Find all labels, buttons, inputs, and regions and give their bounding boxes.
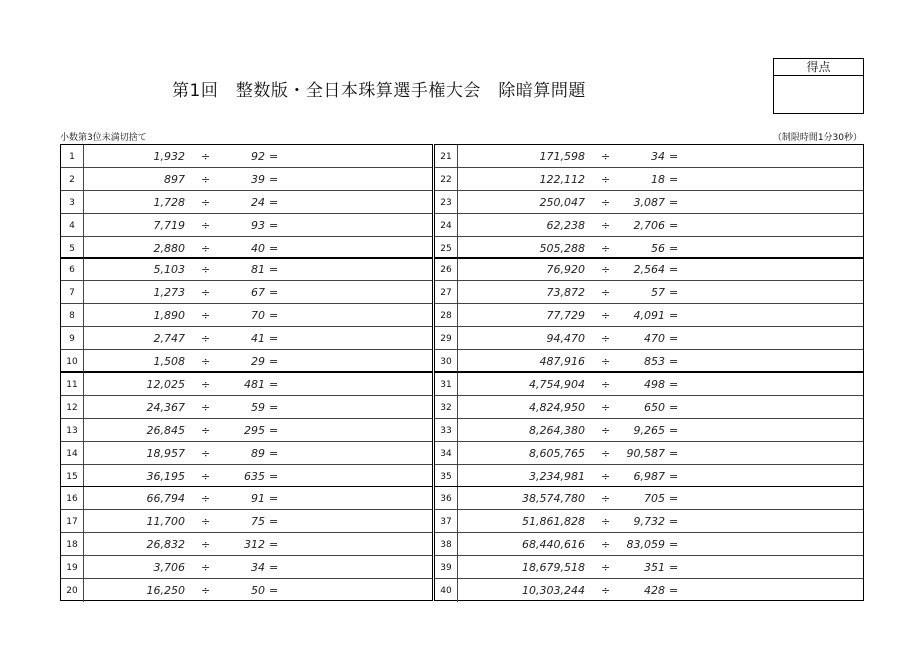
divide-sign: ÷ — [201, 309, 211, 322]
problem-expression — [457, 327, 863, 350]
problem-number: 16 — [61, 487, 84, 510]
equals-sign: = — [269, 196, 279, 209]
problem-row — [61, 303, 432, 327]
problem-expression — [457, 465, 863, 488]
divide-sign: ÷ — [601, 515, 611, 528]
dividend: 1,932 — [153, 150, 185, 163]
problem-number: 36 — [435, 487, 458, 510]
divide-sign: ÷ — [201, 447, 211, 460]
divide-sign: ÷ — [601, 263, 611, 276]
page-title: 第1回 整数版・全日本珠算選手権大会 除暗算問題 — [172, 81, 586, 101]
problem-number: 10 — [61, 350, 84, 373]
equals-sign: = — [269, 424, 279, 437]
divide-sign: ÷ — [201, 401, 211, 414]
dividend: 1,273 — [153, 286, 185, 299]
equals-sign: = — [669, 538, 679, 551]
problem-number: 20 — [61, 579, 84, 602]
dividend: 4,754,904 — [529, 378, 585, 391]
dividend: 38,574,780 — [522, 492, 585, 505]
problem-expression — [83, 191, 432, 214]
equals-sign: = — [269, 332, 279, 345]
dividend: 11,700 — [146, 515, 185, 528]
equals-sign: = — [669, 515, 679, 528]
problem-number: 34 — [435, 442, 458, 465]
equals-sign: = — [669, 196, 679, 209]
divisor: 6,987 — [633, 470, 665, 483]
problem-row — [61, 555, 432, 579]
problem-number: 17 — [61, 510, 84, 533]
problem-number: 35 — [435, 465, 458, 488]
equals-sign: = — [669, 401, 679, 414]
equals-sign: = — [669, 219, 679, 232]
problem-expression — [83, 168, 432, 191]
problem-row — [61, 464, 432, 488]
problem-expression — [83, 465, 432, 488]
divisor: 481 — [244, 378, 265, 391]
problem-row — [435, 464, 863, 488]
problem-number: 37 — [435, 510, 458, 533]
problem-number: 8 — [61, 304, 84, 327]
equals-sign: = — [269, 286, 279, 299]
dividend: 18,679,518 — [522, 561, 585, 574]
problem-row — [435, 418, 863, 442]
divisor: 3,087 — [633, 196, 665, 209]
problem-row — [435, 578, 863, 602]
divisor: 498 — [644, 378, 665, 391]
problem-number: 33 — [435, 419, 458, 442]
problem-number: 18 — [61, 533, 84, 556]
equals-sign: = — [269, 470, 279, 483]
problem-row — [435, 145, 863, 168]
equals-sign: = — [669, 332, 679, 345]
dividend: 7,719 — [153, 219, 185, 232]
divide-sign: ÷ — [201, 378, 211, 391]
divide-sign: ÷ — [601, 242, 611, 255]
dividend: 1,728 — [153, 196, 185, 209]
problem-row — [435, 258, 863, 281]
divide-sign: ÷ — [601, 332, 611, 345]
equals-sign: = — [669, 286, 679, 299]
problem-expression — [83, 214, 432, 237]
divisor: 312 — [244, 538, 265, 551]
divide-sign: ÷ — [201, 150, 211, 163]
problem-row — [435, 280, 863, 304]
equals-sign: = — [269, 561, 279, 574]
divide-sign: ÷ — [201, 538, 211, 551]
problem-expression — [457, 373, 863, 396]
divide-sign: ÷ — [601, 173, 611, 186]
dividend: 5,103 — [153, 263, 185, 276]
problem-row — [61, 509, 432, 533]
divisor: 59 — [251, 401, 265, 414]
equals-sign: = — [669, 561, 679, 574]
divisor: 635 — [244, 470, 265, 483]
equals-sign: = — [669, 424, 679, 437]
dividend: 66,794 — [146, 492, 185, 505]
problem-number: 14 — [61, 442, 84, 465]
problem-row — [61, 532, 432, 556]
problem-expression — [457, 556, 863, 579]
equals-sign: = — [269, 150, 279, 163]
problem-row — [435, 326, 863, 350]
problem-row — [435, 509, 863, 533]
dividend: 2,880 — [153, 242, 185, 255]
score-label: 得点 — [774, 59, 863, 76]
dividend: 1,890 — [153, 309, 185, 322]
problem-number: 28 — [435, 304, 458, 327]
problem-expression — [457, 281, 863, 304]
problem-row — [61, 167, 432, 191]
equals-sign: = — [669, 173, 679, 186]
equals-sign: = — [269, 242, 279, 255]
problem-row — [61, 395, 432, 419]
divisor: 705 — [644, 492, 665, 505]
problem-expression — [83, 556, 432, 579]
problem-block — [60, 372, 433, 487]
problem-expression — [83, 281, 432, 304]
dividend: 36,195 — [146, 470, 185, 483]
dividend: 122,112 — [539, 173, 585, 186]
dividend: 2,747 — [153, 332, 185, 345]
equals-sign: = — [269, 219, 279, 232]
problem-number: 4 — [61, 214, 84, 237]
problem-expression — [457, 442, 863, 465]
equals-sign: = — [269, 378, 279, 391]
problem-row — [61, 487, 432, 510]
problem-expression — [457, 533, 863, 556]
problem-number: 29 — [435, 327, 458, 350]
problem-block — [434, 486, 864, 601]
problem-number: 30 — [435, 350, 458, 373]
problem-block — [60, 144, 433, 259]
divide-sign: ÷ — [601, 538, 611, 551]
problem-row — [435, 167, 863, 191]
problem-number: 32 — [435, 396, 458, 419]
dividend: 68,440,616 — [522, 538, 585, 551]
problem-number: 3 — [61, 191, 84, 214]
problem-expression — [457, 487, 863, 510]
problem-number: 19 — [61, 556, 84, 579]
dividend: 3,706 — [153, 561, 185, 574]
problem-expression — [83, 258, 432, 281]
dividend: 505,288 — [539, 242, 585, 255]
divide-sign: ÷ — [201, 355, 211, 368]
problem-expression — [83, 396, 432, 419]
dividend: 24,367 — [146, 401, 185, 414]
problem-expression — [83, 442, 432, 465]
equals-sign: = — [669, 378, 679, 391]
dividend: 18,957 — [146, 447, 185, 460]
problem-block — [434, 257, 864, 372]
problem-expression — [83, 487, 432, 510]
problem-number: 11 — [61, 373, 84, 396]
divisor: 2,706 — [633, 219, 665, 232]
equals-sign: = — [269, 584, 279, 597]
divide-sign: ÷ — [601, 447, 611, 460]
divisor: 90,587 — [626, 447, 665, 460]
divisor: 93 — [251, 219, 265, 232]
dividend: 26,832 — [146, 538, 185, 551]
problem-number: 24 — [435, 214, 458, 237]
dividend: 8,264,380 — [529, 424, 585, 437]
dividend: 16,250 — [146, 584, 185, 597]
problem-row — [435, 532, 863, 556]
problem-row — [435, 303, 863, 327]
divide-sign: ÷ — [601, 355, 611, 368]
divide-sign: ÷ — [201, 515, 211, 528]
divisor: 89 — [251, 447, 265, 460]
problem-number: 39 — [435, 556, 458, 579]
problem-number: 22 — [435, 168, 458, 191]
problem-expression — [83, 145, 432, 168]
divisor: 295 — [244, 424, 265, 437]
problem-number: 21 — [435, 145, 458, 168]
problem-expression — [83, 327, 432, 350]
problem-number: 5 — [61, 237, 84, 260]
problem-number: 7 — [61, 281, 84, 304]
problem-number: 15 — [61, 465, 84, 488]
divide-sign: ÷ — [601, 219, 611, 232]
problem-expression — [457, 419, 863, 442]
equals-sign: = — [269, 515, 279, 528]
equals-sign: = — [269, 492, 279, 505]
divide-sign: ÷ — [601, 470, 611, 483]
problem-expression — [457, 145, 863, 168]
equals-sign: = — [269, 401, 279, 414]
problem-row — [61, 441, 432, 465]
problem-row — [435, 487, 863, 510]
equals-sign: = — [669, 492, 679, 505]
problem-expression — [457, 304, 863, 327]
divisor: 34 — [651, 150, 665, 163]
divisor: 351 — [644, 561, 665, 574]
problem-number: 31 — [435, 373, 458, 396]
divide-sign: ÷ — [201, 561, 211, 574]
divisor: 67 — [251, 286, 265, 299]
equals-sign: = — [669, 263, 679, 276]
divisor: 24 — [251, 196, 265, 209]
divisor: 40 — [251, 242, 265, 255]
divide-sign: ÷ — [201, 263, 211, 276]
divide-sign: ÷ — [601, 492, 611, 505]
problem-expression — [457, 258, 863, 281]
divide-sign: ÷ — [201, 584, 211, 597]
problem-expression — [457, 396, 863, 419]
divisor: 4,091 — [633, 309, 665, 322]
divide-sign: ÷ — [601, 584, 611, 597]
problem-expression — [457, 510, 863, 533]
dividend: 487,916 — [539, 355, 585, 368]
divisor: 2,564 — [633, 263, 665, 276]
problem-number: 25 — [435, 237, 458, 260]
divisor: 650 — [644, 401, 665, 414]
divisor: 92 — [251, 150, 265, 163]
divide-sign: ÷ — [601, 424, 611, 437]
equals-sign: = — [669, 470, 679, 483]
divide-sign: ÷ — [201, 242, 211, 255]
problem-row — [61, 578, 432, 602]
problem-row — [61, 349, 432, 373]
equals-sign: = — [669, 355, 679, 368]
problem-row — [61, 258, 432, 281]
dividend: 77,729 — [546, 309, 585, 322]
dividend: 62,238 — [546, 219, 585, 232]
time-limit-note: （制限時間1分30秒） — [772, 133, 862, 143]
problem-expression — [83, 419, 432, 442]
problem-expression — [457, 350, 863, 373]
equals-sign: = — [669, 447, 679, 460]
dividend: 51,861,828 — [522, 515, 585, 528]
dividend: 897 — [164, 173, 185, 186]
equals-sign: = — [669, 242, 679, 255]
problem-number: 2 — [61, 168, 84, 191]
divisor: 428 — [644, 584, 665, 597]
problem-row — [435, 190, 863, 214]
problem-number: 23 — [435, 191, 458, 214]
equals-sign: = — [669, 584, 679, 597]
divisor: 39 — [251, 173, 265, 186]
problem-row — [435, 213, 863, 237]
divide-sign: ÷ — [601, 378, 611, 391]
divisor: 50 — [251, 584, 265, 597]
divisor: 29 — [251, 355, 265, 368]
divide-sign: ÷ — [601, 150, 611, 163]
equals-sign: = — [269, 538, 279, 551]
problem-row — [61, 190, 432, 214]
divisor: 41 — [251, 332, 265, 345]
problem-row — [61, 373, 432, 396]
divisor: 34 — [251, 561, 265, 574]
divisor: 91 — [251, 492, 265, 505]
problem-row — [435, 373, 863, 396]
equals-sign: = — [669, 150, 679, 163]
problem-expression — [457, 168, 863, 191]
problem-number: 12 — [61, 396, 84, 419]
divisor: 853 — [644, 355, 665, 368]
problem-block — [434, 144, 864, 259]
divisor: 70 — [251, 309, 265, 322]
problem-row — [61, 280, 432, 304]
problem-number: 6 — [61, 258, 84, 281]
problem-block — [434, 372, 864, 487]
problem-expression — [457, 214, 863, 237]
problem-number: 40 — [435, 579, 458, 602]
dividend: 8,605,765 — [529, 447, 585, 460]
problem-expression — [83, 350, 432, 373]
equals-sign: = — [269, 309, 279, 322]
problem-expression — [83, 510, 432, 533]
problem-number: 26 — [435, 258, 458, 281]
divide-sign: ÷ — [201, 470, 211, 483]
problem-row — [435, 441, 863, 465]
problem-row — [435, 395, 863, 419]
divide-sign: ÷ — [201, 332, 211, 345]
dividend: 12,025 — [146, 378, 185, 391]
problem-expression — [457, 579, 863, 602]
divide-sign: ÷ — [201, 424, 211, 437]
divide-sign: ÷ — [201, 219, 211, 232]
dividend: 171,598 — [539, 150, 585, 163]
divisor: 81 — [251, 263, 265, 276]
problem-expression — [83, 533, 432, 556]
problem-expression — [457, 191, 863, 214]
divisor: 57 — [651, 286, 665, 299]
divide-sign: ÷ — [601, 309, 611, 322]
problem-expression — [83, 304, 432, 327]
dividend: 94,470 — [546, 332, 585, 345]
problem-row — [61, 418, 432, 442]
dividend: 76,920 — [546, 263, 585, 276]
problem-number: 9 — [61, 327, 84, 350]
problem-expression — [83, 373, 432, 396]
dividend: 10,303,244 — [522, 584, 585, 597]
dividend: 26,845 — [146, 424, 185, 437]
dividend: 4,824,950 — [529, 401, 585, 414]
divide-sign: ÷ — [601, 561, 611, 574]
equals-sign: = — [269, 355, 279, 368]
dividend: 3,234,981 — [529, 470, 585, 483]
divisor: 56 — [651, 242, 665, 255]
problem-block — [60, 486, 433, 601]
problem-row — [61, 326, 432, 350]
divide-sign: ÷ — [601, 286, 611, 299]
problem-number: 1 — [61, 145, 84, 168]
problem-row — [61, 213, 432, 237]
equals-sign: = — [269, 173, 279, 186]
problem-number: 27 — [435, 281, 458, 304]
problem-block — [60, 257, 433, 372]
divisor: 470 — [644, 332, 665, 345]
divisor: 75 — [251, 515, 265, 528]
divide-sign: ÷ — [601, 196, 611, 209]
dividend: 250,047 — [539, 196, 585, 209]
divisor: 9,265 — [633, 424, 665, 437]
score-box — [773, 58, 864, 114]
equals-sign: = — [669, 309, 679, 322]
divide-sign: ÷ — [201, 173, 211, 186]
divide-sign: ÷ — [601, 401, 611, 414]
problem-row — [61, 145, 432, 168]
problem-row — [435, 555, 863, 579]
equals-sign: = — [269, 263, 279, 276]
divide-sign: ÷ — [201, 286, 211, 299]
problem-number: 13 — [61, 419, 84, 442]
divisor: 83,059 — [626, 538, 665, 551]
dividend: 1,508 — [153, 355, 185, 368]
rounding-note: 小数第3位未満切捨て — [60, 133, 147, 143]
divide-sign: ÷ — [201, 196, 211, 209]
divide-sign: ÷ — [201, 492, 211, 505]
divisor: 18 — [651, 173, 665, 186]
equals-sign: = — [269, 447, 279, 460]
problem-number: 38 — [435, 533, 458, 556]
problem-row — [435, 349, 863, 373]
divisor: 9,732 — [633, 515, 665, 528]
problem-expression — [83, 579, 432, 602]
dividend: 73,872 — [546, 286, 585, 299]
